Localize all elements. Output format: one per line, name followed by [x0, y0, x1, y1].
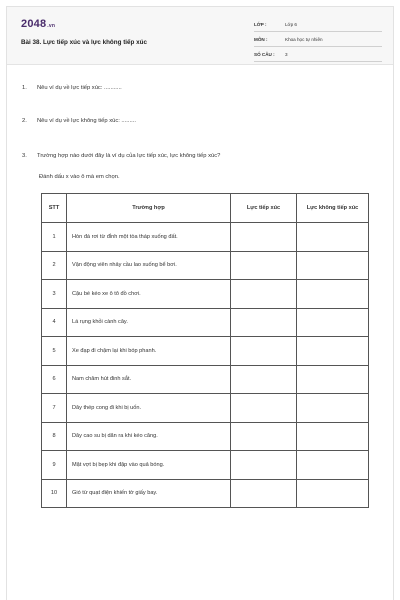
- meta-label: LỚP :: [254, 22, 267, 27]
- question-text: Nêu ví dụ về lực không tiếp xúc: .........: [37, 118, 136, 124]
- contact-force-checkbox-cell[interactable]: [231, 223, 297, 252]
- row-number: 3: [42, 280, 67, 309]
- contact-force-checkbox-cell[interactable]: [231, 422, 297, 451]
- table-header-row: [42, 194, 369, 223]
- contact-force-checkbox-cell[interactable]: [231, 308, 297, 337]
- table-row: [42, 394, 369, 423]
- row-case: Dây cao su bị dãn ra khi kéo căng.: [67, 422, 231, 451]
- question-1: [22, 85, 122, 91]
- noncontact-force-checkbox-cell[interactable]: [297, 479, 369, 508]
- row-number: 7: [42, 394, 67, 423]
- contact-force-checkbox-cell[interactable]: [231, 394, 297, 423]
- header-contact-force: Lực tiếp xúc: [231, 194, 297, 223]
- row-case: Dây thép cong đi khi bị uốn.: [67, 394, 231, 423]
- noncontact-force-checkbox-cell[interactable]: [297, 308, 369, 337]
- row-case: Gió từ quạt điện khiến tờ giấy bay.: [67, 479, 231, 508]
- table-row: [42, 479, 369, 508]
- logo-suffix: .vn: [47, 23, 56, 29]
- noncontact-force-checkbox-cell[interactable]: [297, 337, 369, 366]
- row-case: Mặt vợt bị bẹp khi đập vào quả bóng.: [67, 451, 231, 480]
- noncontact-force-checkbox-cell[interactable]: [297, 223, 369, 252]
- row-case: Hòn đá rơi từ đỉnh một tòa tháp xuống đất.: [67, 223, 231, 252]
- meta-label: SỐ CÂU :: [254, 52, 275, 57]
- contact-force-checkbox-cell[interactable]: [231, 479, 297, 508]
- row-number: 4: [42, 308, 67, 337]
- table-row: [42, 422, 369, 451]
- row-case: Nam châm hút đinh sắt.: [67, 365, 231, 394]
- table-row: [42, 223, 369, 252]
- meta-info: [254, 21, 382, 66]
- question-text: Trường hợp nào dưới đây là ví dụ của lực tiếp xúc, lực không tiếp xúc?: [37, 153, 221, 159]
- instruction: Đánh dấu x vào ô mà em chọn.: [39, 174, 120, 180]
- contact-force-checkbox-cell[interactable]: [231, 337, 297, 366]
- row-number: 10: [42, 479, 67, 508]
- row-number: 2: [42, 251, 67, 280]
- table-row: [42, 337, 369, 366]
- row-case: Vận động viên nhảy cầu lao xuống bể bơi.: [67, 251, 231, 280]
- header-stt: STT: [42, 194, 67, 223]
- noncontact-force-checkbox-cell[interactable]: [297, 280, 369, 309]
- meta-row-count: [254, 51, 382, 62]
- logo-main: 2048: [21, 18, 47, 30]
- noncontact-force-checkbox-cell[interactable]: [297, 251, 369, 280]
- row-number: 8: [42, 422, 67, 451]
- meta-value: Lớp 6: [285, 22, 297, 27]
- question-number: 2.: [22, 118, 27, 124]
- row-number: 6: [42, 365, 67, 394]
- question-text: Nêu ví dụ về lực tiếp xúc: ...........: [37, 85, 122, 91]
- row-number: 1: [42, 223, 67, 252]
- contact-force-checkbox-cell[interactable]: [231, 451, 297, 480]
- lesson-title: Bài 38. Lực tiếp xúc và lực không tiếp xúc: [21, 39, 147, 46]
- meta-value: 3: [285, 52, 288, 57]
- table-row: [42, 251, 369, 280]
- contact-force-checkbox-cell[interactable]: [231, 280, 297, 309]
- noncontact-force-checkbox-cell[interactable]: [297, 451, 369, 480]
- contact-force-checkbox-cell[interactable]: [231, 365, 297, 394]
- question-number: 3.: [22, 153, 27, 159]
- table-row: [42, 280, 369, 309]
- header-noncontact-force: Lực không tiếp xúc: [297, 194, 369, 223]
- row-number: 9: [42, 451, 67, 480]
- question-2: [22, 118, 136, 124]
- noncontact-force-checkbox-cell[interactable]: [297, 365, 369, 394]
- meta-row-subject: [254, 36, 382, 47]
- worksheet: [6, 6, 394, 600]
- table-row: [42, 308, 369, 337]
- row-number: 5: [42, 337, 67, 366]
- meta-value: Khoa học tự nhiên: [285, 37, 323, 42]
- meta-label: MÔN :: [254, 37, 268, 42]
- contact-force-checkbox-cell[interactable]: [231, 251, 297, 280]
- site-logo[interactable]: [21, 18, 55, 30]
- question-3: [22, 153, 220, 159]
- noncontact-force-checkbox-cell[interactable]: [297, 422, 369, 451]
- header-case: Trường hợp: [67, 194, 231, 223]
- row-case: Cậu bé kéo xe ô tô đồ chơi.: [67, 280, 231, 309]
- question-number: 1.: [22, 85, 27, 91]
- meta-row-class: [254, 21, 382, 32]
- row-case: Xe đạp đi chậm lại khi bóp phanh.: [67, 337, 231, 366]
- noncontact-force-checkbox-cell[interactable]: [297, 394, 369, 423]
- answer-table: [41, 193, 369, 508]
- row-case: Lá rụng khỏi cành cây.: [67, 308, 231, 337]
- table-row: [42, 451, 369, 480]
- table-row: [42, 365, 369, 394]
- worksheet-header: [7, 7, 393, 65]
